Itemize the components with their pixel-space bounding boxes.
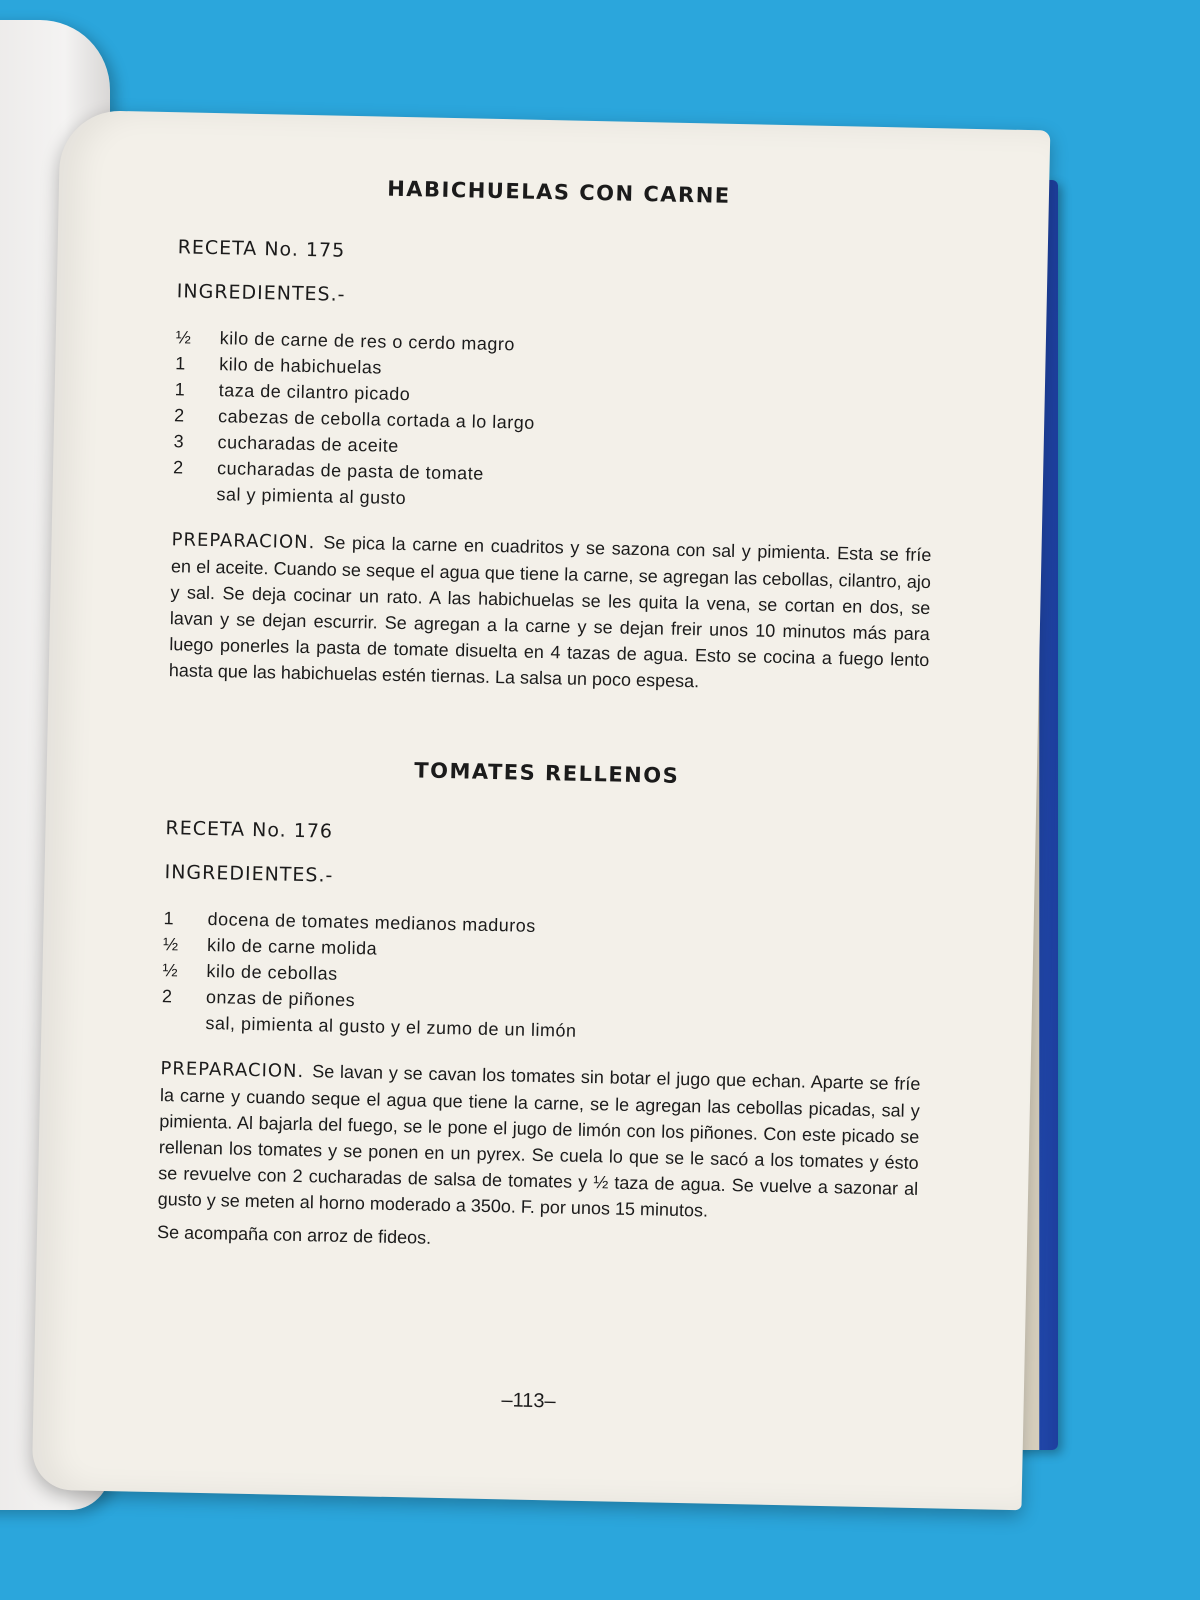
serving-note: Se acompaña con arroz de fideos. xyxy=(156,1222,432,1248)
preparation-text: Se lavan y se cavan los tomates sin botar el jugo que echan. Aparte se fríe la carne y cuando seque el agua que tiene la carne, se le agregan las cebollas picadas, sal y pimienta. Al bajarla del fuego, se le pone el jugo de limón con los piñones. Con este picado se rellenan los tomates y se ponen en un pyrex. Se cuela lo que se le sacó a los tomates y ésto se revuelve con 2 cucharadas de salsa de tomates y ½ taza de agua. Se vuelve a sazonar al gusto y se meten al horno moderado a 350o. F. por unos 15 minutos. xyxy=(157,1061,921,1221)
ingredient-text: onzas de piñones xyxy=(205,987,356,1011)
recipe-number: RECETA No. 175 xyxy=(177,236,346,262)
ingredient-text: taza de cilantro picado xyxy=(218,380,411,405)
ingredient-qty: 2 xyxy=(161,986,173,1007)
ingredient-qty xyxy=(161,1009,206,1036)
preparation-paragraph xyxy=(169,526,932,699)
ingredient-text: kilo de habichuelas xyxy=(219,354,383,378)
ingredient-text: kilo de carne de res o cerdo magro xyxy=(219,328,516,355)
ingredient-text: docena de tomates medianos maduros xyxy=(207,909,536,936)
recipe-176 xyxy=(157,753,927,1262)
book-page xyxy=(32,110,1051,1510)
ingredients-list xyxy=(172,324,936,522)
ingredient-qty: 2 xyxy=(173,405,185,426)
recipe-title: TOMATES RELLENOS xyxy=(414,758,680,788)
recipe-title: HABICHUELAS CON CARNE xyxy=(386,176,731,208)
ingredient-qty: 1 xyxy=(163,908,174,929)
page-content xyxy=(157,172,939,1262)
ingredient-qty: 1 xyxy=(175,353,186,374)
preparation-text: Se pica la carne en cuadritos y se sazona con sal y pimienta. Esta se fríe en el aceite. Cuando se seque el agua que tiene la carne, se agregan las cebollas, cilantro, ajo y sal. Se deja cocinar un rato. A las habichuelas se les quita la vena, se cortan en dos, se lavan y se dejan escurrir. Se agregan a la carne y se dejan freir unos 10 minutos más para luego ponerles la pasta de tomate disuelta en 4 tazas de agua. Esto se cocina a fuego lento hasta que las habichuelas estén tiernas. La salsa un poco espesa. xyxy=(168,532,932,692)
ingredient-qty: ½ xyxy=(162,960,178,981)
ingredient-text: cucharadas de aceite xyxy=(217,432,399,456)
preparation-label: PREPARACION. xyxy=(160,1058,305,1083)
ingredient-text: cabezas de cebolla cortada a lo largo xyxy=(217,406,536,433)
ingredient-text: sal y pimienta al gusto xyxy=(216,484,407,509)
ingredients-label: INGREDIENTES.- xyxy=(164,861,334,887)
recipe-number: RECETA No. 176 xyxy=(165,817,334,843)
ingredient-text: cucharadas de pasta de tomate xyxy=(216,458,484,484)
ingredients-label: INGREDIENTES.- xyxy=(176,280,346,306)
recipe-175 xyxy=(169,172,940,699)
ingredient-text: kilo de carne molida xyxy=(206,935,378,959)
ingredient-text: kilo de cebollas xyxy=(206,961,338,984)
ingredient-text: sal, pimienta al gusto y el zumo de un limón xyxy=(205,1013,577,1041)
preparation-label: PREPARACION. xyxy=(171,529,316,554)
ingredient-qty: 2 xyxy=(172,457,184,478)
ingredient-qty: ½ xyxy=(162,934,179,955)
page-number: –113– xyxy=(501,1389,556,1413)
ingredient-qty: ½ xyxy=(175,327,192,348)
ingredient-qty xyxy=(172,480,217,507)
ingredient-qty: 1 xyxy=(174,379,185,400)
preparation-paragraph xyxy=(157,1055,920,1228)
ingredients-list xyxy=(161,905,924,1051)
ingredient-qty: 3 xyxy=(173,431,184,452)
